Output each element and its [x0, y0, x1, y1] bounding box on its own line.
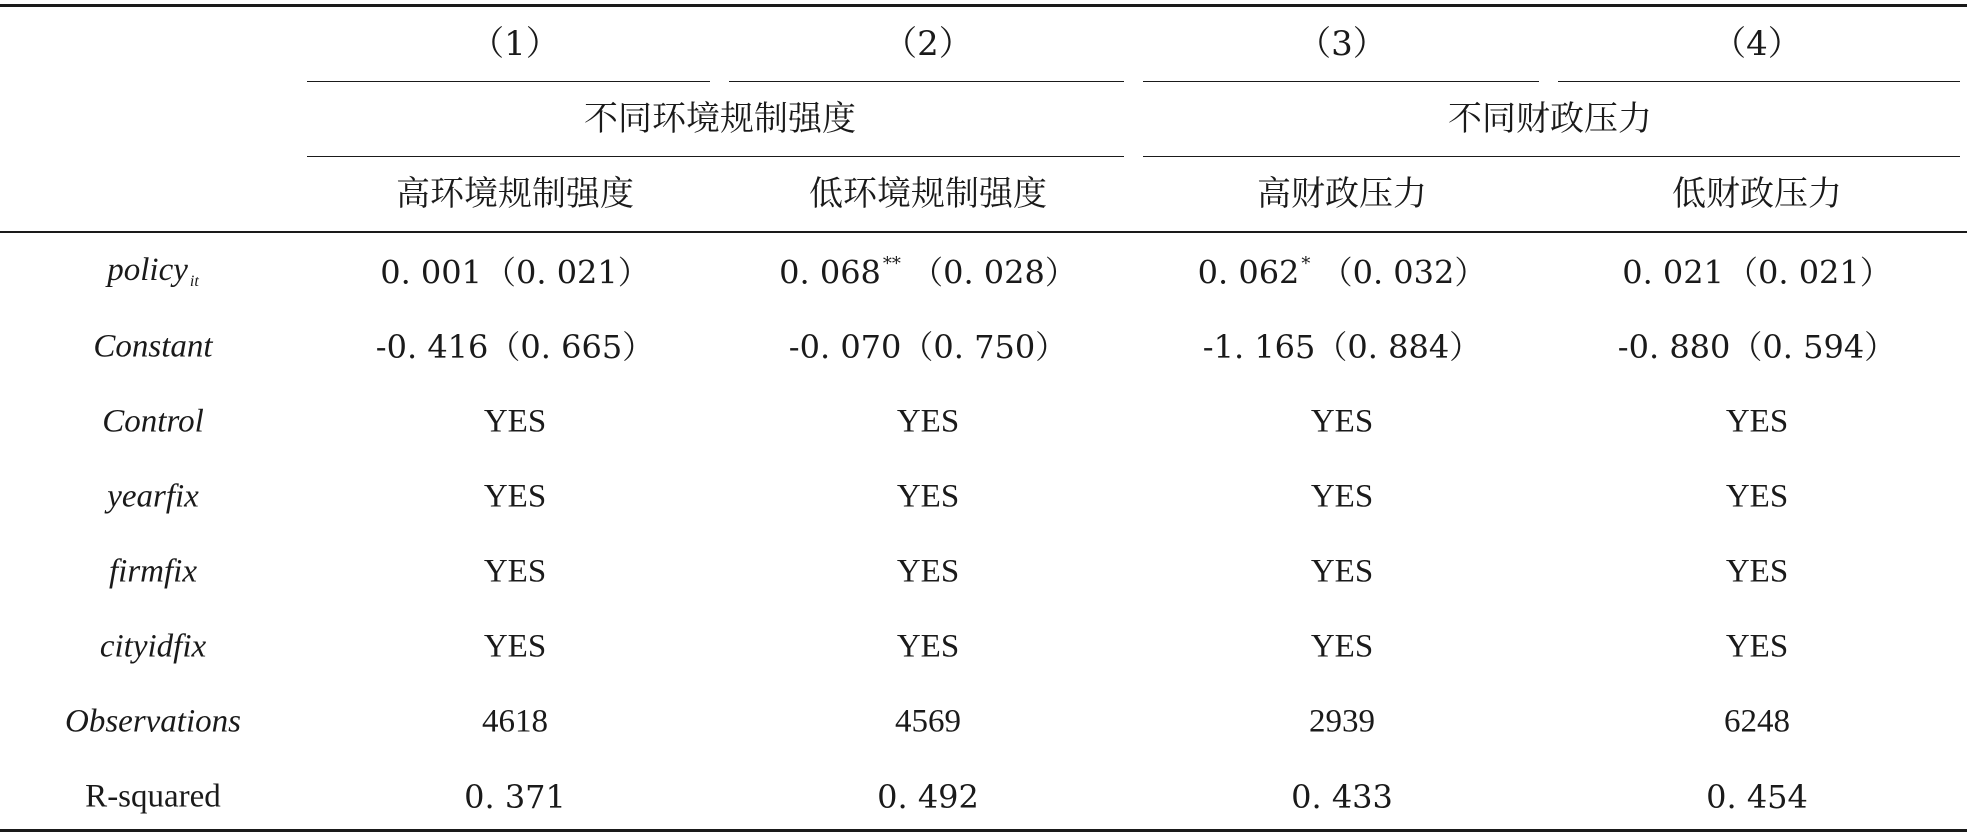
- col-number-3: （3）: [1297, 24, 1387, 64]
- table-cell: 0. 371: [464, 778, 566, 816]
- col-number-2: （2）: [883, 24, 973, 64]
- row-label-r-squared: R-squared: [85, 778, 221, 815]
- table-cell: 6248: [1724, 703, 1790, 740]
- table-cell: YES: [1725, 478, 1789, 515]
- col2-underline: [729, 81, 1124, 82]
- row-label-yearfix: yearfix: [107, 478, 199, 515]
- table-cell: YES: [896, 478, 960, 515]
- group-label-fiscal-pressure: 不同财政压力: [1448, 99, 1652, 139]
- table-cell: YES: [896, 628, 960, 665]
- sub-label-2: 低环境规制强度: [809, 174, 1047, 214]
- table-cell: 4569: [895, 703, 961, 740]
- table-cell: YES: [483, 628, 547, 665]
- group1-underline: [307, 156, 1124, 157]
- table-cell: 0. 068 ** （0. 028）: [779, 253, 1077, 292]
- row-label-cityidfix: cityidfix: [99, 628, 207, 665]
- table-cell: 4618: [482, 703, 548, 740]
- row-label-firmfix: firmfix: [109, 553, 197, 590]
- top-rule: [0, 4, 1967, 7]
- table-cell: 0. 454: [1706, 778, 1808, 816]
- table-cell: -1. 165（0. 884）: [1202, 328, 1482, 366]
- table-cell: YES: [1310, 628, 1374, 665]
- table-cell: YES: [1725, 628, 1789, 665]
- row-label-control: Control: [102, 403, 204, 440]
- table-cell: YES: [483, 403, 547, 440]
- sub-label-3: 高财政压力: [1257, 174, 1427, 214]
- table-cell: -0. 880（0. 594）: [1617, 328, 1897, 366]
- group-label-env-regulation: 不同环境规制强度: [584, 99, 856, 139]
- table-cell: YES: [1310, 478, 1374, 515]
- table-cell: 0. 021（0. 021）: [1622, 253, 1892, 292]
- row-label-constant: Constant: [93, 328, 213, 365]
- row-label-policy-subscript: it: [189, 273, 199, 290]
- table-cell: YES: [1725, 553, 1789, 590]
- table-cell: YES: [1725, 403, 1789, 440]
- col-number-1: （1）: [470, 24, 560, 64]
- col-number-4: （4）: [1712, 24, 1802, 64]
- table-cell: 2939: [1309, 703, 1375, 740]
- table-cell: YES: [896, 553, 960, 590]
- row-label-observations: Observations: [65, 703, 241, 740]
- group2-underline: [1143, 156, 1960, 157]
- table-cell: -0. 416（0. 665）: [375, 328, 655, 366]
- table-cell: YES: [1310, 403, 1374, 440]
- header-bottom-rule: [0, 231, 1967, 233]
- table-cell: 0. 433: [1291, 778, 1393, 816]
- table-cell: 0. 001（0. 021）: [380, 253, 650, 292]
- row-label-policy: policy $_{it}$: [107, 252, 199, 290]
- table-cell: YES: [483, 478, 547, 515]
- table-cell: YES: [483, 553, 547, 590]
- col1-underline: [307, 81, 710, 82]
- col3-underline: [1143, 81, 1539, 82]
- col4-underline: [1558, 81, 1960, 82]
- table-cell: 0. 492: [877, 778, 979, 816]
- table-cell: -0. 070（0. 750）: [788, 328, 1068, 366]
- table-cell: 0. 062 * （0. 032）: [1197, 253, 1487, 292]
- sub-label-4: 低财政压力: [1672, 174, 1842, 214]
- table-cell: YES: [1310, 553, 1374, 590]
- table-cell: YES: [896, 403, 960, 440]
- bottom-rule: [0, 829, 1967, 832]
- sub-label-1: 高环境规制强度: [396, 174, 634, 214]
